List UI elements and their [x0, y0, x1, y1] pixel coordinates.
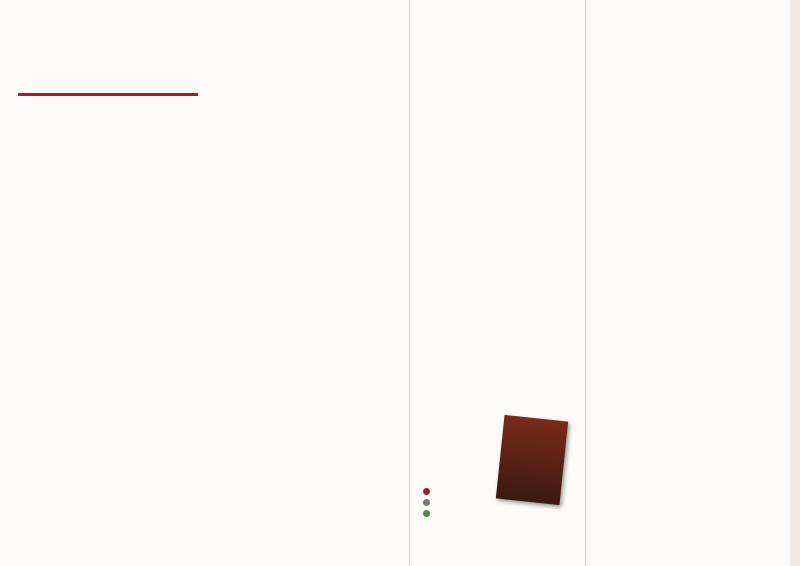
section-verschiedenes — [423, 44, 575, 47]
glutenfree-icon — [423, 510, 430, 517]
toc-title — [18, 40, 198, 96]
section-selbst — [200, 84, 400, 87]
section-menschen — [18, 128, 186, 131]
title-topic-icon — [423, 488, 430, 495]
icon-legend — [423, 488, 433, 521]
right-edge-stripe — [790, 0, 800, 566]
speed-icon — [423, 499, 430, 506]
section-glutenfrei — [200, 165, 400, 168]
section-rohstoffe — [200, 44, 400, 47]
right-page — [410, 0, 800, 566]
magazine-cover[interactable] — [496, 415, 568, 505]
right-divider — [585, 0, 586, 566]
